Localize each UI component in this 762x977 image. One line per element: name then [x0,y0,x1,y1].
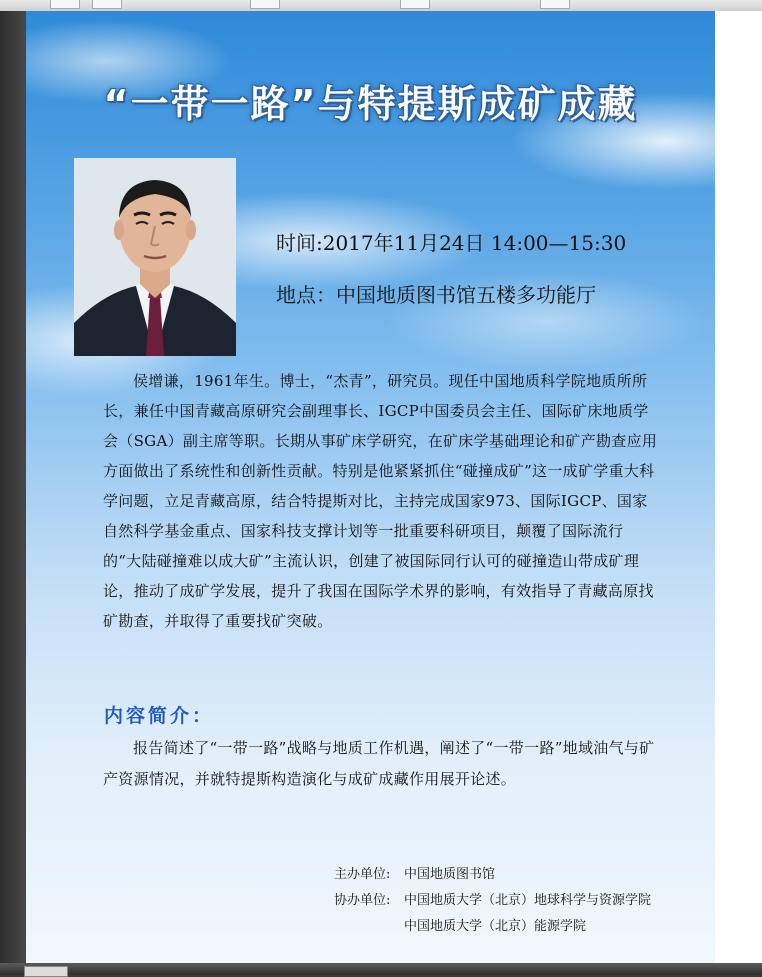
toolbar-button[interactable] [50,0,80,9]
cohost-value-1: 中国地质大学（北京）地球科学与资源学院 [404,893,652,908]
page-right-margin [715,11,762,963]
talk-summary: 报告简述了“一带一路”战略与地质工作机遇，阐述了“一带一路”地域油气与矿产资源情况，并就特提斯构造演化与成矿成藏作用展开论述。 [103,739,655,788]
viewer-left-gutter [0,11,26,963]
host-label: 主办单位: [334,867,391,882]
viewer-statusbar [0,963,762,975]
page-tab[interactable] [24,966,68,977]
event-place: 地点：中国地质图书馆五楼多功能厅 [276,283,596,307]
host-value: 中国地质图书馆 [404,867,496,882]
toolbar-button[interactable] [400,0,430,9]
speaker-bio: 侯增谦，1961年生。博士，“杰青”，研究员。现任中国地质科学院地质所所长，兼任中国青藏高原研究会副理事长、IGCP中国委员会主任、国际矿床地质学会（SGA）副主席等职。长期从事矿床学研究，在矿床学基础理论和矿产勘查应用方面做出了系统性和创新性贡献。特别是他紧紧抓住“碰撞成矿”这一成矿学重大科学问题，立足青藏高原，结合特提斯对比，主持完成国家973、国际IGCP、国家自然科学基金重点、国家科技支撑计划等一批重要科研项目，颠覆了国际流行的“大陆碰撞难以成大矿”主流认识，创建了被国际同行认可的碰撞造山带成矿理论，推动了成矿学发展，提升了我国在国际学术界的影响，有效指导了青藏高原找矿勘查，并取得了重要找矿突破。 [103,372,658,630]
toolbar-button[interactable] [250,0,280,9]
summary-heading: 内容简介： [104,705,215,727]
toolbar-button[interactable] [92,0,122,9]
cohost-label: 协办单位: [334,893,391,908]
toolbar-button[interactable] [540,0,570,9]
event-time: 时间:2017年11月24日 14:00—15:30 [276,231,627,255]
poster-title: “一带一路”与特提斯成矿成藏 [103,82,638,126]
speaker-portrait [74,158,236,356]
lecture-poster [26,11,715,963]
cohost-value-2: 中国地质大学（北京）能源学院 [404,919,587,934]
